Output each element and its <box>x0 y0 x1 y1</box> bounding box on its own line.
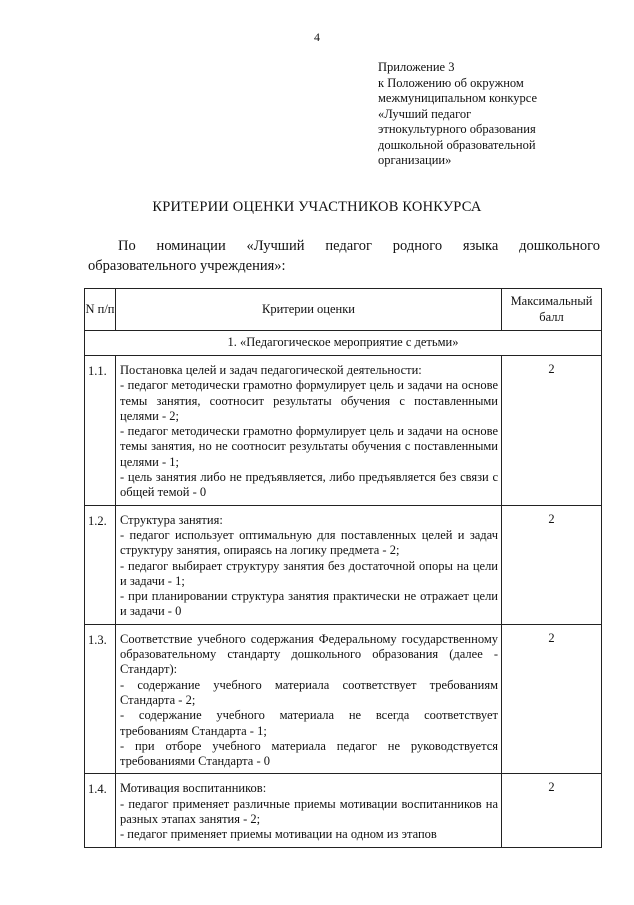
header-number: N п/п <box>85 289 116 331</box>
appendix-line: дошкольной образовательной <box>378 137 536 152</box>
table-row <box>85 624 602 774</box>
criterion-item: - цель занятия либо не предъявляется, либо предъявляется без связи с общей темой - 0 <box>120 470 498 500</box>
criterion-item: - педагог применяет приемы мотивации на одном из этапов <box>120 827 437 842</box>
max-score: 2 <box>502 505 602 624</box>
header-max-score: Максимальный балл <box>502 289 602 331</box>
appendix-line: «Лучший педагог <box>378 106 472 121</box>
max-score: 2 <box>502 356 602 506</box>
row-number: 1.1. <box>85 356 116 506</box>
section-row <box>85 331 602 356</box>
document-title: КРИТЕРИИ ОЦЕНКИ УЧАСТНИКОВ КОНКУРСА <box>152 199 482 215</box>
criterion-cell <box>116 624 502 774</box>
appendix-line: межмуниципальном конкурсе <box>378 91 538 105</box>
criterion-item: - при отборе учебного материала педагог не руководствуется требованиями Стандарта - 0 <box>120 738 498 769</box>
criterion-cell <box>116 356 502 506</box>
row-number: 1.3. <box>85 624 116 774</box>
criterion-item: - педагог применяет различные приемы мотивации воспитанников на разных этапах занятия - 2; <box>120 796 498 827</box>
criterion-title: Постановка целей и задач педагогической деятельности: <box>120 363 422 377</box>
criterion-item: - педагог методически грамотно формулирует цель и задачи на основе темы занятия, соотносит результаты обучения с поставленными целями - 2; <box>120 378 498 423</box>
max-score: 2 <box>502 774 602 847</box>
criterion-item: - педагог использует оптимальную для поставленных целей и задач структуру занятия, опираясь на логику предмета - 2; <box>120 527 498 558</box>
section-title: 1. «Педагогическое мероприятие с детьми» <box>85 331 602 356</box>
criterion-cell <box>116 505 502 624</box>
criterion-title: Мотивация воспитанников: <box>120 781 267 796</box>
appendix-line: организации» <box>378 153 452 167</box>
appendix-line: этнокультурного образования <box>378 122 536 136</box>
row-number: 1.4. <box>85 774 116 847</box>
criterion-item: - педагог методически грамотно формулирует цель и задачи на основе темы занятия, но не соотносит результаты обучения с поставленными целями - 1; <box>120 424 498 469</box>
criterion-item: - содержание учебного материала не всегда соответствует требованиям Стандарта - 1; <box>120 708 498 738</box>
appendix-note <box>378 60 578 169</box>
criterion-item: - при планировании структура занятия практически не отражает цели и задачи - 0 <box>120 589 498 619</box>
criterion-item: - педагог выбирает структуру занятия без достаточной опоры на цели и задачи - 1; <box>120 558 498 588</box>
page-number: 4 <box>314 30 320 44</box>
table-row <box>85 356 602 506</box>
row-number: 1.2. <box>85 505 116 624</box>
criteria-table <box>84 288 602 848</box>
criterion-cell <box>116 774 502 847</box>
nomination-intro: По номинации «Лучший педагог родного языка дошкольного образовательного учреждения»: <box>88 238 600 274</box>
appendix-line: к Положению об окружном <box>378 75 524 90</box>
table-row <box>85 505 602 624</box>
criterion-item: - содержание учебного материала соответствует требованиям Стандарта - 2; <box>120 677 498 707</box>
table-row <box>85 774 602 847</box>
criterion-title: Структура занятия: <box>120 512 223 527</box>
table-header-row <box>85 289 602 331</box>
criterion-title: Соответствие учебного содержания Федеральному государственному образовательному стандарту дошкольного образования (далее - Стандарт): <box>120 631 498 677</box>
header-criteria: Критерии оценки <box>116 289 502 331</box>
max-score: 2 <box>502 624 602 774</box>
appendix-line: Приложение 3 <box>378 60 455 74</box>
